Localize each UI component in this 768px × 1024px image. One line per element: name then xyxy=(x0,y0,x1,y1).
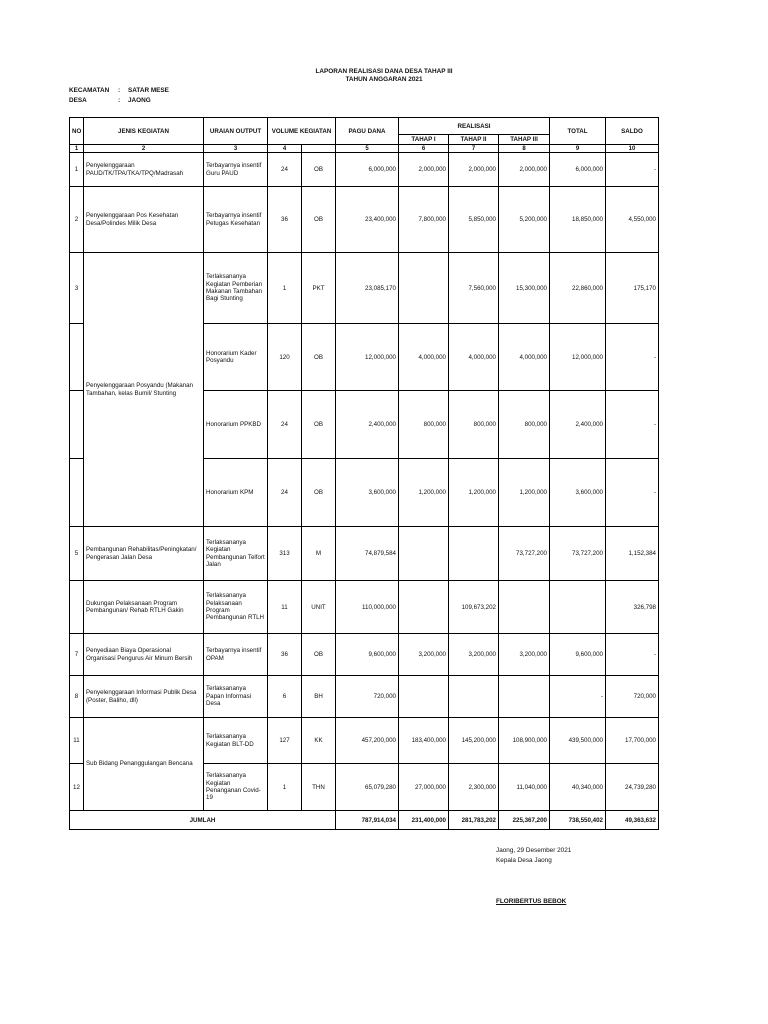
cell-t2: 3,200,000 xyxy=(449,634,499,676)
cell-vol: 24 xyxy=(268,391,302,459)
cell-vol: 36 xyxy=(268,634,302,676)
signature-position: Kepala Desa Jaong xyxy=(496,857,552,864)
cell-vol: 24 xyxy=(268,153,302,187)
cell-jenis: Penyelenggaraan Pos Kesehatan Desa/Polindes Milik Desa xyxy=(84,187,204,253)
colnum-1: 1 xyxy=(70,145,84,153)
colnum-3: 3 xyxy=(204,145,268,153)
table-row xyxy=(70,187,659,253)
cell-total: 18,850,000 xyxy=(550,187,606,253)
cell-total xyxy=(550,581,606,634)
cell-t3 xyxy=(499,676,550,718)
cell-total: 12,000,000 xyxy=(550,324,606,391)
cell-sat: OB xyxy=(302,459,336,527)
header-jenis: JENIS KEGIATAN xyxy=(84,118,204,145)
cell-t2: 800,000 xyxy=(449,391,499,459)
cell-t1: 1,200,000 xyxy=(399,459,449,527)
cell-t1: 4,000,000 xyxy=(399,324,449,391)
cell-t3: 15,300,000 xyxy=(499,253,550,324)
header-tahap1: TAHAP I xyxy=(399,135,449,145)
cell-t1: 183,400,000 xyxy=(399,718,449,764)
cell-saldo: 175,170 xyxy=(606,253,659,324)
cell-t3: 800,000 xyxy=(499,391,550,459)
cell-pagu: 23,400,000 xyxy=(336,187,399,253)
cell-vol: 1 xyxy=(268,764,302,811)
cell-pagu: 74,879,584 xyxy=(336,527,399,581)
cell-t3 xyxy=(499,581,550,634)
report-subtitle: TAHUN ANGGARAN 2021 xyxy=(345,76,423,83)
cell-vol: 127 xyxy=(268,718,302,764)
cell-vol: 6 xyxy=(268,676,302,718)
cell-sat: OB xyxy=(302,153,336,187)
cell-total: 73,727,200 xyxy=(550,527,606,581)
cell-jenis-merged: Sub Bidang Penanggulangan Bencana xyxy=(84,718,204,811)
cell-uraian: Terlaksananya Papan Informasi Desa xyxy=(204,676,268,718)
cell-no: 11 xyxy=(70,718,84,764)
cell-t2: 145,200,000 xyxy=(449,718,499,764)
signature-name: FLORIBERTUS BEBOK xyxy=(496,898,567,905)
kecamatan-colon: : xyxy=(118,87,121,94)
cell-jenis: Penyelenggaraan PAUD/TK/TPA/TKA/TPQ/Madrasah xyxy=(84,153,204,187)
report-title: LAPORAN REALISASI DANA DESA TAHAP III xyxy=(315,68,453,75)
cell-saldo: 326,798 xyxy=(606,581,659,634)
cell-t3: 2,000,000 xyxy=(499,153,550,187)
cell-total: 3,600,000 xyxy=(550,459,606,527)
cell-jenis: Penyelenggaraan Informasi Publik Desa (Poster, Baliho, dll) xyxy=(84,676,204,718)
colnum-2: 2 xyxy=(84,145,204,153)
cell-sat: BH xyxy=(302,676,336,718)
cell-t1: 7,800,000 xyxy=(399,187,449,253)
cell-t3: 73,727,200 xyxy=(499,527,550,581)
cell-pagu: 12,000,000 xyxy=(336,324,399,391)
signature-place-date: Jaong, 29 Desember 2021 xyxy=(496,847,572,854)
cell-uraian: Terbayarnya insentif Petugas Kesehatan xyxy=(204,187,268,253)
cell-no xyxy=(70,459,84,527)
cell-pagu: 3,600,000 xyxy=(336,459,399,527)
cell-sat: THN xyxy=(302,764,336,811)
header-realisasi: REALISASI xyxy=(399,118,550,135)
table-row xyxy=(70,634,659,676)
cell-total: 22,860,000 xyxy=(550,253,606,324)
cell-vol: 36 xyxy=(268,187,302,253)
cell-t3: 108,900,000 xyxy=(499,718,550,764)
cell-t3: 3,200,000 xyxy=(499,634,550,676)
total-t2: 281,783,202 xyxy=(449,811,499,830)
cell-no: 3 xyxy=(70,253,84,324)
header-tahap2: TAHAP II xyxy=(449,135,499,145)
cell-vol: 1 xyxy=(268,253,302,324)
cell-no: 1 xyxy=(70,153,84,187)
kecamatan-value: SATAR MESE xyxy=(128,87,169,94)
cell-t2: 2,000,000 xyxy=(449,153,499,187)
realisasi-table xyxy=(69,117,659,830)
cell-t1 xyxy=(399,253,449,324)
colnum-4b xyxy=(302,145,336,153)
header-no: NO xyxy=(70,118,84,145)
cell-no: 2 xyxy=(70,187,84,253)
cell-uraian: Terbayarnya insentif Guru PAUD xyxy=(204,153,268,187)
cell-pagu: 2,400,000 xyxy=(336,391,399,459)
table-row xyxy=(70,676,659,718)
desa-colon: : xyxy=(118,97,121,104)
cell-t2: 2,300,000 xyxy=(449,764,499,811)
cell-jenis: Dukungan Pelaksanaan Program Pembangunan/ Rehab RTLH Gakin xyxy=(84,581,204,634)
kecamatan-label: KECAMATAN xyxy=(69,87,110,94)
colnum-7: 7 xyxy=(449,145,499,153)
cell-t2: 1,200,000 xyxy=(449,459,499,527)
cell-sat: OB xyxy=(302,187,336,253)
cell-sat: OB xyxy=(302,634,336,676)
cell-jenis: Pembangunan Rehabilitas/Peningkatan/ Pengerasan Jalan Desa xyxy=(84,527,204,581)
header-volume: VOLUME KEGIATAN xyxy=(268,118,336,145)
cell-t3: 1,200,000 xyxy=(499,459,550,527)
cell-no: 8 xyxy=(70,676,84,718)
cell-uraian: Terlaksananya Pelaksanaan Program Pembangunan RTLH xyxy=(204,581,268,634)
header-saldo: SALDO xyxy=(606,118,659,145)
cell-uraian: Terlaksananya Kegiatan Pemberian Makanan Tambahan Bagi Stunting xyxy=(204,253,268,324)
cell-saldo: 17,700,000 xyxy=(606,718,659,764)
total-total: 738,550,402 xyxy=(550,811,606,830)
cell-pagu: 23,085,170 xyxy=(336,253,399,324)
cell-saldo: 1,152,384 xyxy=(606,527,659,581)
cell-total: 9,600,000 xyxy=(550,634,606,676)
cell-t1: 3,200,000 xyxy=(399,634,449,676)
cell-sat: PKT xyxy=(302,253,336,324)
cell-saldo: - xyxy=(606,634,659,676)
cell-jenis: Penyediaan Biaya Operasional Organisasi Pengurus Air Minum Bersih xyxy=(84,634,204,676)
cell-saldo: - xyxy=(606,153,659,187)
cell-pagu: 457,200,000 xyxy=(336,718,399,764)
cell-t3: 4,000,000 xyxy=(499,324,550,391)
cell-pagu: 110,000,000 xyxy=(336,581,399,634)
cell-sat: M xyxy=(302,527,336,581)
colnum-4: 4 xyxy=(268,145,302,153)
cell-no: 12 xyxy=(70,764,84,811)
table-row xyxy=(70,153,659,187)
cell-uraian: Honorarium PPKBD xyxy=(204,391,268,459)
cell-pagu: 65,079,280 xyxy=(336,764,399,811)
cell-total: 40,340,000 xyxy=(550,764,606,811)
cell-t1: 2,000,000 xyxy=(399,153,449,187)
cell-t2 xyxy=(449,527,499,581)
cell-no xyxy=(70,391,84,459)
cell-uraian: Honorarium Kader Posyandu xyxy=(204,324,268,391)
colnum-10: 10 xyxy=(606,145,659,153)
cell-uraian: Terbayarnya insentif OPAM xyxy=(204,634,268,676)
header-uraian: URAIAN OUTPUT xyxy=(204,118,268,145)
cell-t1 xyxy=(399,581,449,634)
total-t1: 231,400,000 xyxy=(399,811,449,830)
colnum-8: 8 xyxy=(499,145,550,153)
cell-t2: 7,560,000 xyxy=(449,253,499,324)
cell-t3: 5,200,000 xyxy=(499,187,550,253)
cell-saldo: 24,739,280 xyxy=(606,764,659,811)
cell-total: 6,000,000 xyxy=(550,153,606,187)
total-row xyxy=(70,811,659,830)
table-row xyxy=(70,527,659,581)
cell-saldo: 4,550,000 xyxy=(606,187,659,253)
cell-no xyxy=(70,324,84,391)
cell-jenis-merged: Penyelenggaraan Posyandu (Makanan Tambahan, kelas Bumil/ Stunting xyxy=(84,253,204,527)
cell-sat: KK xyxy=(302,718,336,764)
total-t3: 225,367,200 xyxy=(499,811,550,830)
colnum-5: 5 xyxy=(336,145,399,153)
table-row xyxy=(70,581,659,634)
cell-total: - xyxy=(550,676,606,718)
cell-uraian: Terlaksananya Kegiatan Pembangunan Telfort Jalan xyxy=(204,527,268,581)
cell-no xyxy=(70,581,84,634)
cell-sat: OB xyxy=(302,391,336,459)
cell-sat: UNIT xyxy=(302,581,336,634)
cell-saldo: - xyxy=(606,391,659,459)
cell-no: 5 xyxy=(70,527,84,581)
cell-uraian: Honorarium KPM xyxy=(204,459,268,527)
cell-vol: 120 xyxy=(268,324,302,391)
cell-no: 7 xyxy=(70,634,84,676)
cell-pagu: 6,000,000 xyxy=(336,153,399,187)
colnum-6: 6 xyxy=(399,145,449,153)
colnum-9: 9 xyxy=(550,145,606,153)
total-pagu: 787,914,034 xyxy=(336,811,399,830)
cell-t2: 4,000,000 xyxy=(449,324,499,391)
desa-value: JAONG xyxy=(128,97,151,104)
cell-t2 xyxy=(449,676,499,718)
cell-sat: OB xyxy=(302,324,336,391)
cell-total: 2,400,000 xyxy=(550,391,606,459)
cell-saldo: - xyxy=(606,459,659,527)
header-total: TOTAL xyxy=(550,118,606,145)
cell-t1: 27,000,000 xyxy=(399,764,449,811)
cell-saldo: 720,000 xyxy=(606,676,659,718)
cell-uraian: Terlaksananya Kegiatan Penanganan Covid-19 xyxy=(204,764,268,811)
total-label: JUMLAH xyxy=(70,811,336,830)
table-row xyxy=(70,718,659,764)
header-tahap3: TAHAP III xyxy=(499,135,550,145)
cell-t2: 109,673,202 xyxy=(449,581,499,634)
cell-vol: 24 xyxy=(268,459,302,527)
cell-saldo: - xyxy=(606,324,659,391)
cell-t1: 800,000 xyxy=(399,391,449,459)
cell-pagu: 9,600,000 xyxy=(336,634,399,676)
cell-pagu: 720,000 xyxy=(336,676,399,718)
table-row xyxy=(70,253,659,324)
cell-vol: 313 xyxy=(268,527,302,581)
cell-t2: 5,850,000 xyxy=(449,187,499,253)
cell-total: 439,500,000 xyxy=(550,718,606,764)
cell-vol: 11 xyxy=(268,581,302,634)
total-saldo: 49,363,632 xyxy=(606,811,659,830)
cell-t1 xyxy=(399,676,449,718)
cell-t1 xyxy=(399,527,449,581)
cell-uraian: Terlaksananya Kegiatan BLT-DD xyxy=(204,718,268,764)
desa-label: DESA xyxy=(69,97,87,104)
cell-t3: 11,040,000 xyxy=(499,764,550,811)
header-pagu: PAGU DANA xyxy=(336,118,399,145)
